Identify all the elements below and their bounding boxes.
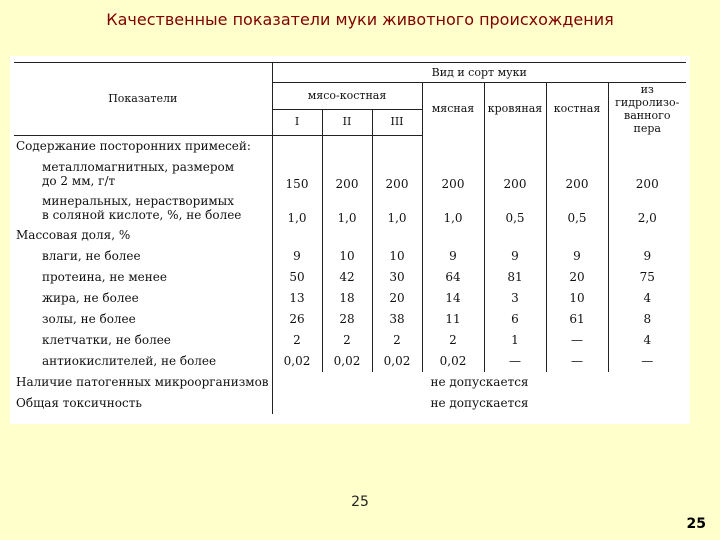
table-cell: 0,5 xyxy=(484,191,546,225)
table-cell: 13 xyxy=(272,288,322,309)
row-label-text: влаги, не более xyxy=(42,249,141,263)
quality-table xyxy=(14,62,686,414)
table-row xyxy=(14,191,686,225)
table-row xyxy=(14,135,686,157)
table-row xyxy=(14,246,686,267)
table-cell: 50 xyxy=(272,267,322,288)
table-cell: 64 xyxy=(422,267,484,288)
table-cell: 28 xyxy=(322,309,372,330)
header-grade-2: II xyxy=(322,110,372,136)
table-cell: 9 xyxy=(272,246,322,267)
row-label xyxy=(14,135,272,157)
table-cell: 2 xyxy=(322,330,372,351)
row-label xyxy=(14,372,272,393)
header-meat: мясная xyxy=(422,83,484,136)
table-cell: 2 xyxy=(272,330,322,351)
row-label xyxy=(14,246,272,267)
table-cell xyxy=(484,135,546,157)
table-cell xyxy=(484,225,546,246)
table-cell: 81 xyxy=(484,267,546,288)
row-label xyxy=(14,157,272,191)
table-cell: 1 xyxy=(484,330,546,351)
table-body xyxy=(14,135,686,414)
row-label-text: клетчатки, не более xyxy=(42,333,171,347)
row-label xyxy=(14,351,272,372)
row-label xyxy=(14,330,272,351)
table-cell xyxy=(608,135,686,157)
table-cell: — xyxy=(484,351,546,372)
table-cell: 10 xyxy=(322,246,372,267)
row-label xyxy=(14,309,272,330)
slide-title: Качественные показатели муки животного происхождения xyxy=(106,10,614,29)
row-label-text: антиокислителей, не более xyxy=(42,354,217,368)
table-cell: 200 xyxy=(546,157,608,191)
table-cell: 9 xyxy=(484,246,546,267)
table-cell xyxy=(372,225,422,246)
table-cell: 4 xyxy=(608,330,686,351)
table-cell: 11 xyxy=(422,309,484,330)
page-number-center: 25 xyxy=(351,494,369,510)
table-cell: 20 xyxy=(546,267,608,288)
table-cell: 200 xyxy=(608,157,686,191)
row-label-text: протеина, не менее xyxy=(42,270,167,284)
row-label xyxy=(14,191,272,225)
table-cell: 30 xyxy=(372,267,422,288)
row-label xyxy=(14,267,272,288)
row-label xyxy=(14,225,272,246)
header-group: Вид и сорт муки xyxy=(272,63,686,83)
table-cell xyxy=(372,135,422,157)
table-cell: 4 xyxy=(608,288,686,309)
row-label-text-2: в соляной кислоте, %, не более xyxy=(42,207,242,222)
table-row xyxy=(14,351,686,372)
table-cell: 0,02 xyxy=(322,351,372,372)
table-cell xyxy=(322,135,372,157)
table-cell: 0,5 xyxy=(546,191,608,225)
header-grade-3: III xyxy=(372,110,422,136)
table-row xyxy=(14,330,686,351)
table-cell xyxy=(546,135,608,157)
table-cell: 0,02 xyxy=(372,351,422,372)
header-bone: костная xyxy=(546,83,608,136)
table-row xyxy=(14,267,686,288)
table-cell: 2 xyxy=(372,330,422,351)
row-span-value: не допускается xyxy=(272,393,686,414)
table-cell xyxy=(546,225,608,246)
row-label-text: Наличие патогенных микроорганизмов xyxy=(16,375,269,389)
table-cell: 42 xyxy=(322,267,372,288)
table-cell: 200 xyxy=(484,157,546,191)
table-cell: 3 xyxy=(484,288,546,309)
table-cell xyxy=(322,225,372,246)
table-cell: 10 xyxy=(546,288,608,309)
table-panel xyxy=(10,56,690,424)
header-feather: из гидролизо-ванного пера xyxy=(608,83,686,136)
row-label-text: металломагнитных, размером xyxy=(42,159,235,174)
table-row xyxy=(14,372,686,393)
table-row xyxy=(14,225,686,246)
table-cell: 0,02 xyxy=(422,351,484,372)
table-cell: 38 xyxy=(372,309,422,330)
table-cell: 1,0 xyxy=(272,191,322,225)
table-cell xyxy=(608,225,686,246)
table-cell: 1,0 xyxy=(322,191,372,225)
table-cell: 8 xyxy=(608,309,686,330)
table-cell xyxy=(422,225,484,246)
table-cell: 9 xyxy=(422,246,484,267)
row-label-text: минеральных, нерастворимых xyxy=(42,193,234,208)
table-cell: 14 xyxy=(422,288,484,309)
table-cell xyxy=(272,135,322,157)
table-row xyxy=(14,309,686,330)
row-label xyxy=(14,393,272,414)
table-cell: 0,02 xyxy=(272,351,322,372)
header-indicators: Показатели xyxy=(14,63,272,136)
table-row xyxy=(14,288,686,309)
table-cell: — xyxy=(546,330,608,351)
row-label-text: Массовая доля, % xyxy=(16,228,131,242)
table-cell: 9 xyxy=(546,246,608,267)
row-span-value: не допускается xyxy=(272,372,686,393)
table-cell: 1,0 xyxy=(372,191,422,225)
table-cell: 200 xyxy=(322,157,372,191)
row-label-text: Содержание посторонних примесей: xyxy=(16,139,251,153)
table-cell: 2,0 xyxy=(608,191,686,225)
row-label xyxy=(14,288,272,309)
table-cell: 1,0 xyxy=(422,191,484,225)
row-label-text: жира, не более xyxy=(42,291,139,305)
table-cell: 6 xyxy=(484,309,546,330)
row-label-text-2: до 2 мм, г/т xyxy=(42,173,116,188)
table-cell: — xyxy=(546,351,608,372)
table-cell: 26 xyxy=(272,309,322,330)
table-cell: 61 xyxy=(546,309,608,330)
table-cell: 18 xyxy=(322,288,372,309)
header-grade-1: I xyxy=(272,110,322,136)
row-label-text: золы, не более xyxy=(42,312,136,326)
table-cell xyxy=(422,135,484,157)
table-cell: 200 xyxy=(422,157,484,191)
header-blood: кровяная xyxy=(484,83,546,136)
table-cell: 150 xyxy=(272,157,322,191)
table-cell: 9 xyxy=(608,246,686,267)
table-cell: 10 xyxy=(372,246,422,267)
row-label-text: Общая токсичность xyxy=(16,396,142,410)
table-cell: 2 xyxy=(422,330,484,351)
table-cell xyxy=(272,225,322,246)
table-cell: 200 xyxy=(372,157,422,191)
table-cell: 20 xyxy=(372,288,422,309)
table-cell: 75 xyxy=(608,267,686,288)
header-meat-bone: мясо-костная xyxy=(272,83,422,110)
table-row xyxy=(14,393,686,414)
table-row xyxy=(14,157,686,191)
page-number-corner: 25 xyxy=(686,516,706,532)
table-cell: — xyxy=(608,351,686,372)
